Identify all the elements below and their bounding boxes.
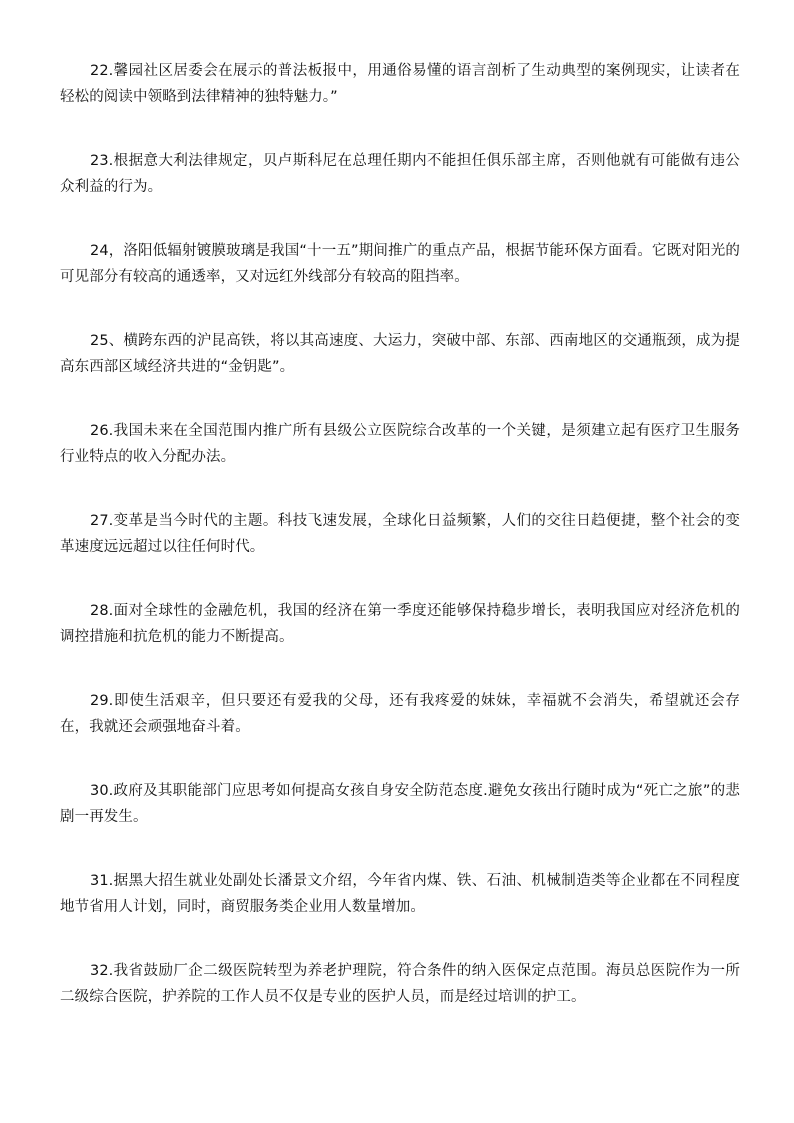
sentence-27: 27.变革是当今时代的主题。科技飞速发展，全球化日益频繁，人们的交往日趋便捷，整个社会的变革速度远远超过以往任何时代。 xyxy=(60,513,740,555)
sentence-29: 29.即使生活艰辛，但只要还有爱我的父母，还有我疼爱的妹妹，幸福就不会消失，希望就还会存在，我就还会顽强地奋斗着。 xyxy=(60,693,740,735)
sentence-30: 30.政府及其职能部门应思考如何提高女孩自身安全防范态度.避免女孩出行随时成为“死亡之旅”的悲剧一再发生。 xyxy=(60,783,740,825)
document-page xyxy=(60,58,740,1048)
sentence-31: 31.据黑大招生就业处副处长潘景文介绍，今年省内煤、铁、石油、机械制造类等企业都在不同程度地节省用人计划，同时，商贸服务类企业用人数量增加。 xyxy=(60,873,740,915)
sentence-23: 23.根据意大利法律规定，贝卢斯科尼在总理任期内不能担任俱乐部主席，否则他就有可能做有违公众利益的行为。 xyxy=(60,153,740,195)
sentence-25: 25、横跨东西的沪昆高铁，将以其高速度、大运力，突破中部、东部、西南地区的交通瓶颈，成为提高东西部区域经济共进的“金钥匙”。 xyxy=(60,333,740,375)
sentence-26: 26.我国未来在全国范围内推广所有县级公立医院综合改革的一个关键，是须建立起有医疗卫生服务行业特点的收入分配办法。 xyxy=(60,423,740,465)
sentence-28: 28.面对全球性的金融危机，我国的经济在第一季度还能够保持稳步增长，表明我国应对经济危机的调控措施和抗危机的能力不断提高。 xyxy=(60,603,740,645)
sentence-32: 32.我省鼓励厂企二级医院转型为养老护理院，符合条件的纳入医保定点范围。海员总医院作为一所二级综合医院，护养院的工作人员不仅是专业的医护人员，而是经过培训的护工。 xyxy=(60,963,740,1005)
sentence-24: 24，洛阳低辐射镀膜玻璃是我国“十一五”期间推广的重点产品，根据节能环保方面看。它既对阳光的可见部分有较高的通透率，又对远红外线部分有较高的阻挡率。 xyxy=(60,243,740,285)
sentence-22: 22.馨园社区居委会在展示的普法板报中，用通俗易懂的语言剖析了生动典型的案例现实，让读者在轻松的阅读中领略到法律精神的独特魅力。” xyxy=(60,63,740,105)
